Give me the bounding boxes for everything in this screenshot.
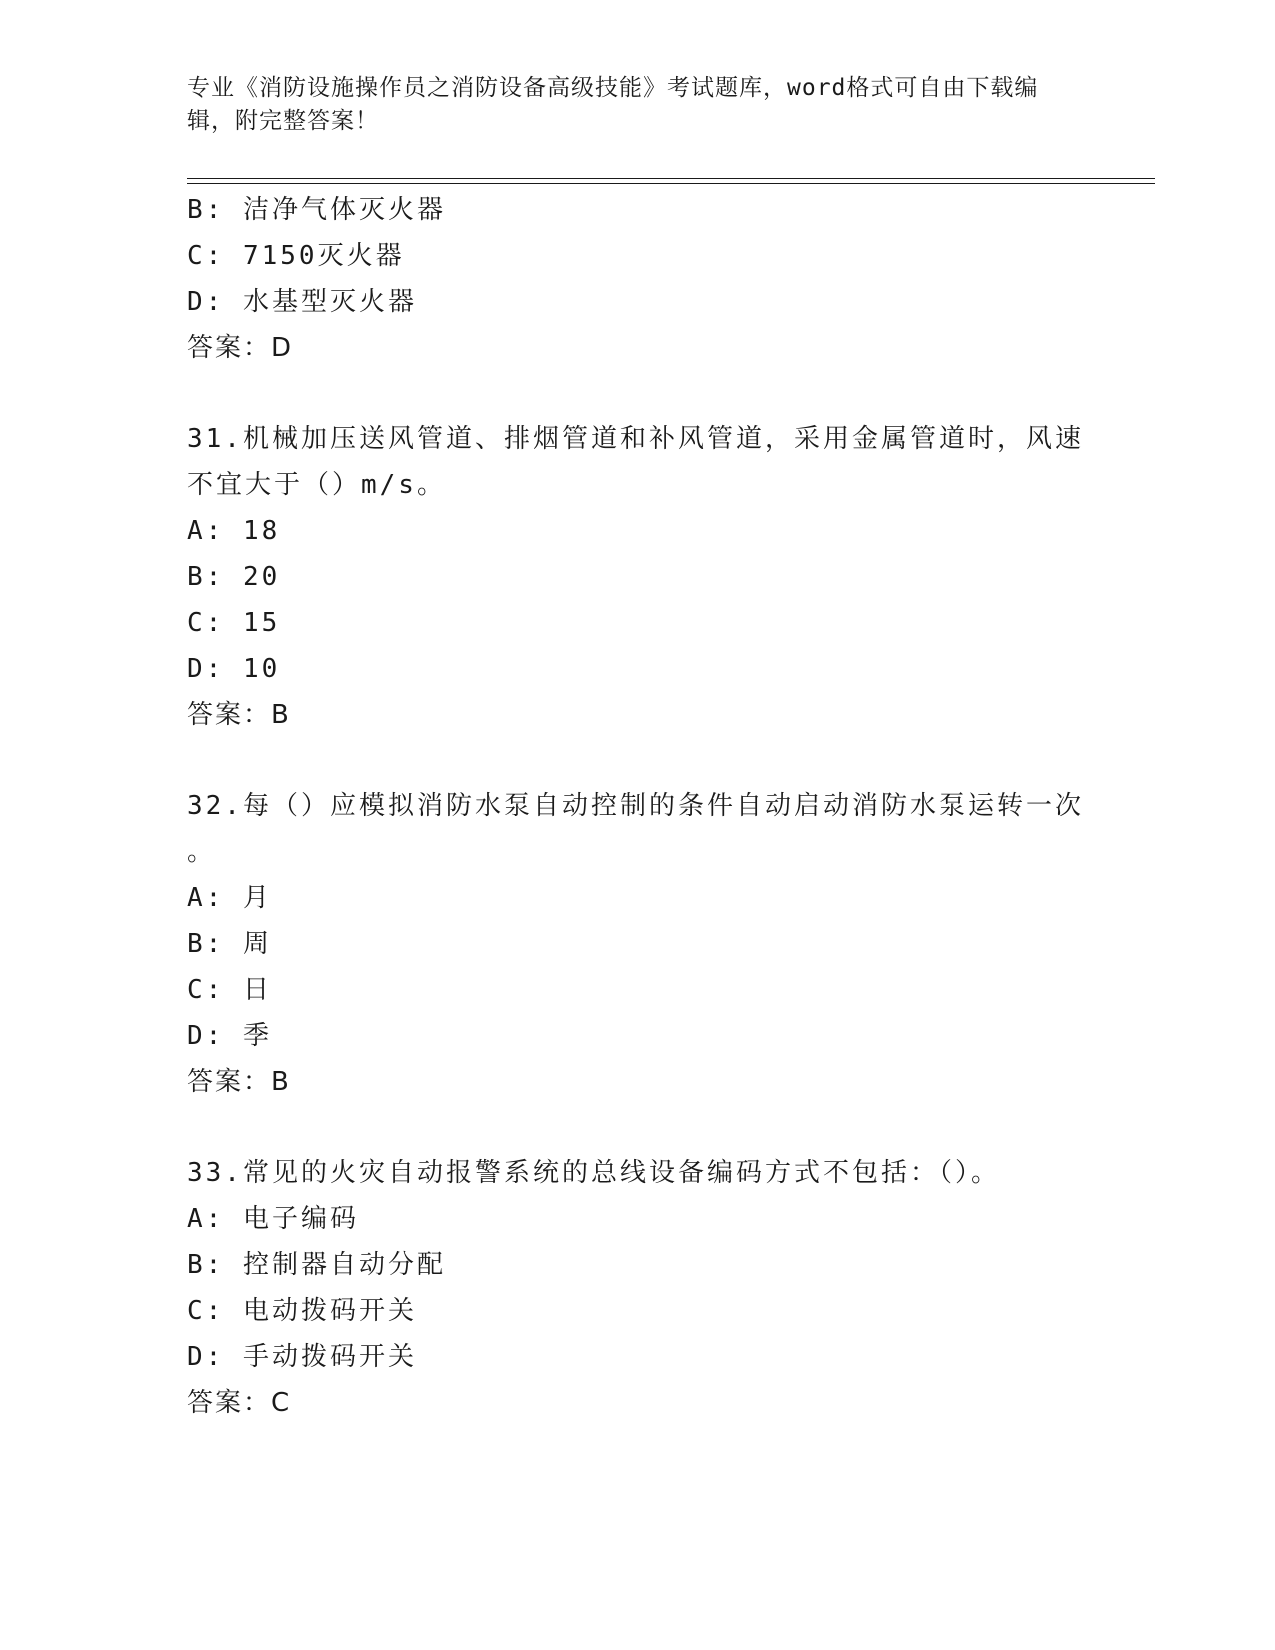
spacer <box>187 371 1087 416</box>
option-a: A: 电子编码 <box>187 1204 359 1234</box>
option-d: D: 10 <box>187 654 281 684</box>
answer-line: 答案：B <box>187 700 291 730</box>
option-c: C: 15 <box>187 608 281 638</box>
question-32 <box>187 783 1087 1105</box>
spacer <box>187 738 1087 783</box>
option-a: A: 18 <box>187 516 281 546</box>
question-list <box>187 187 1087 1426</box>
question-stem-continued: 不宜大于（）m/s。 <box>187 470 446 500</box>
header-text: 专业《消防设施操作员之消防设备高级技能》考试题库，word格式可自由下载编辑，附完整答案！ <box>187 75 1039 134</box>
option-c: C: 电动拨码开关 <box>187 1296 417 1326</box>
header-divider-bottom <box>187 183 1155 184</box>
question-stem-continued: 。 <box>187 837 217 867</box>
option-b: B: 周 <box>187 929 272 959</box>
header-divider-top <box>187 178 1155 179</box>
question-33 <box>187 1150 1087 1426</box>
question-stem: 32.每（）应模拟消防水泵自动控制的条件自动启动消防水泵运转一次 <box>187 791 1084 821</box>
question-31 <box>187 416 1087 738</box>
option-b: B: 控制器自动分配 <box>187 1250 446 1280</box>
option-c: C: 日 <box>187 975 272 1005</box>
answer-line: 答案：B <box>187 1067 291 1097</box>
question-stem: 31.机械加压送风管道、排烟管道和补风管道，采用金属管道时，风速 <box>187 424 1084 454</box>
option-d: D: 手动拨码开关 <box>187 1342 417 1372</box>
answer-line: 答案：D <box>187 333 294 363</box>
option-c: C: 7150灭火器 <box>187 241 405 271</box>
option-b: B: 洁净气体灭火器 <box>187 195 446 225</box>
option-d: D: 水基型灭火器 <box>187 287 417 317</box>
page-header <box>187 72 1067 138</box>
option-a: A: 月 <box>187 883 272 913</box>
answer-line: 答案：C <box>187 1388 292 1418</box>
spacer <box>187 1105 1087 1150</box>
question-stem: 33.常见的火灾自动报警系统的总线设备编码方式不包括：（）。 <box>187 1158 1000 1188</box>
question-continued <box>187 187 1087 371</box>
option-d: D: 季 <box>187 1021 272 1051</box>
option-b: B: 20 <box>187 562 281 592</box>
